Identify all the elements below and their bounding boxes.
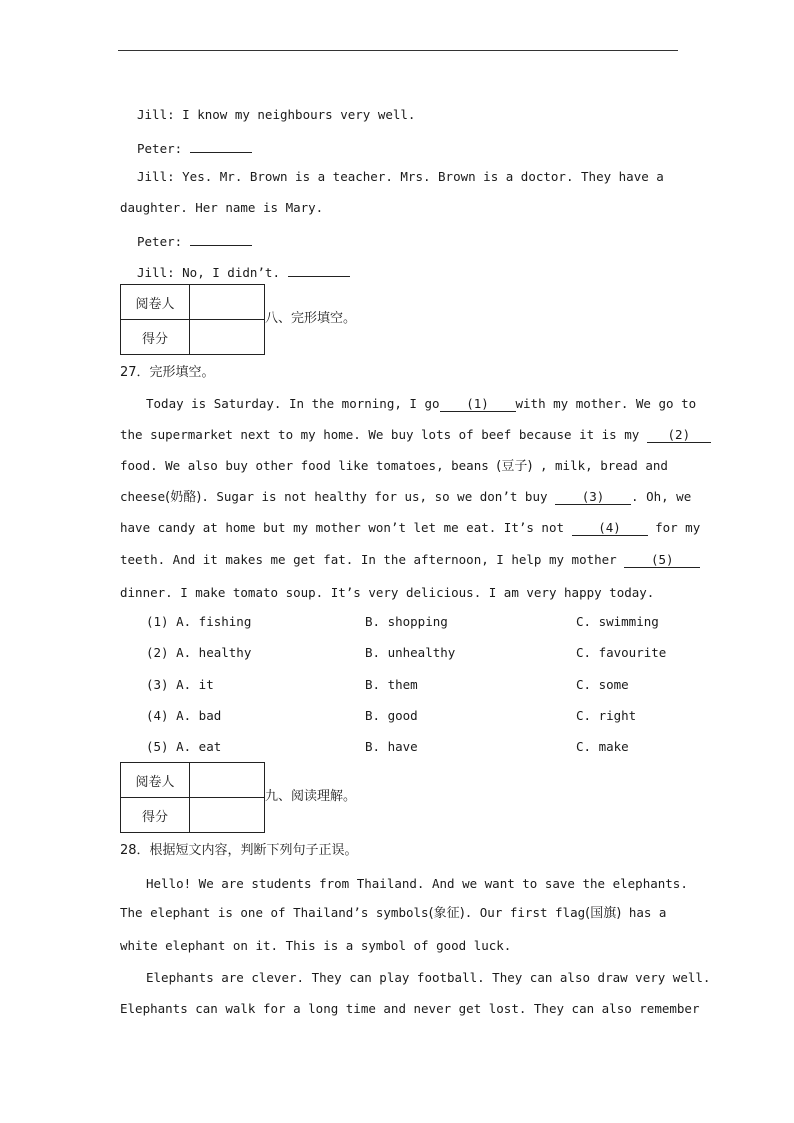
question-28-title: 28．根据短文内容，判断下列句子正误。	[120, 843, 358, 858]
passage-text: cheese	[120, 489, 166, 504]
dialogue-line-4: daughter. Her name is Mary.	[120, 200, 324, 215]
question-27-title: 27．完形填空。	[120, 365, 215, 380]
cloze-line-7: dinner. I make tomato soup. It’s very delicious. I am very happy today.	[120, 585, 655, 600]
reviewer-cell[interactable]	[190, 763, 265, 798]
reviewer-cell[interactable]	[190, 285, 265, 320]
passage-text: . Sugar is not healthy for us, so we don’t buy	[201, 489, 548, 504]
option-3c[interactable]: C. some	[576, 677, 629, 692]
gloss-symbols: (象征)	[428, 906, 465, 921]
dialogue-line-3: Jill: Yes. Mr. Brown is a teacher. Mrs. Brown is a doctor. They have a	[137, 169, 664, 184]
gloss-flag: (国旗)	[585, 906, 622, 921]
passage-text: for my	[655, 520, 701, 535]
blank-3[interactable]: (3)	[555, 490, 631, 505]
passage-text: , milk, bread and	[539, 458, 668, 473]
passage-text: have candy at home but my mother won’t let me eat. It’s not	[120, 520, 565, 535]
option-3a[interactable]: (3) A. it	[146, 677, 214, 692]
cloze-line-1	[146, 396, 696, 412]
passage-text: . Our first flag	[464, 905, 586, 920]
option-1b[interactable]: B. shopping	[365, 614, 448, 629]
option-2a[interactable]: (2) A. healthy	[146, 645, 252, 660]
answer-blank[interactable]	[288, 262, 350, 277]
score-table	[120, 762, 265, 833]
passage-text: Today is Saturday. In the morning, I go	[146, 396, 440, 411]
option-2b[interactable]: B. unhealthy	[365, 645, 456, 660]
dialogue-line-2	[137, 138, 252, 157]
blank-1[interactable]: (1)	[440, 397, 516, 412]
dialogue-line-6	[137, 262, 350, 281]
option-2c[interactable]: C. favourite	[576, 645, 667, 660]
option-1c[interactable]: C. swimming	[576, 614, 659, 629]
reading-line-1: Hello! We are students from Thailand. And we want to save the elephants.	[146, 876, 688, 891]
passage-text: . Oh, we	[631, 489, 692, 504]
cloze-line-6	[120, 552, 700, 568]
option-1a[interactable]: (1) A. fishing	[146, 614, 252, 629]
cloze-line-2	[120, 427, 711, 443]
option-5a[interactable]: (5) A. eat	[146, 739, 222, 754]
option-5b[interactable]: B. have	[365, 739, 418, 754]
speaker-peter: Peter:	[137, 234, 183, 249]
blank-5[interactable]: (5)	[624, 553, 700, 568]
dialogue-text: Jill: No, I didn’t.	[137, 265, 280, 280]
passage-text: teeth. And it makes me get fat. In the afternoon, I help my mother	[120, 552, 617, 567]
speaker-peter: Peter:	[137, 141, 183, 156]
reading-line-5: Elephants can walk for a long time and never get lost. They can also remember	[120, 1001, 700, 1016]
passage-text: food. We also buy other food like tomatoes, beans	[120, 458, 489, 473]
gloss-cheese: (奶酪)	[165, 490, 202, 505]
passage-text: has a	[621, 905, 667, 920]
answer-blank[interactable]	[190, 231, 252, 246]
score-cell[interactable]	[190, 798, 265, 833]
passage-text: The elephant is one of Thailand’s symbols	[120, 905, 429, 920]
option-4b[interactable]: B. good	[365, 708, 418, 723]
score-label: 得分	[121, 320, 190, 355]
cloze-line-5	[120, 520, 700, 536]
passage-text: the supermarket next to my home. We buy lots of beef because it is my	[120, 427, 640, 442]
option-3b[interactable]: B. them	[365, 677, 418, 692]
option-4a[interactable]: (4) A. bad	[146, 708, 222, 723]
option-5c[interactable]: C. make	[576, 739, 629, 754]
score-table	[120, 284, 265, 355]
cloze-line-3	[120, 458, 668, 475]
gloss-beans: (豆子)	[496, 459, 533, 474]
dialogue-line-5	[137, 231, 252, 250]
section-9-title: 九、阅读理解。	[265, 789, 357, 804]
reading-line-4: Elephants are clever. They can play football. They can also draw very well.	[146, 970, 711, 985]
blank-4[interactable]: (4)	[572, 521, 648, 536]
header-rule	[118, 50, 678, 51]
passage-text: with my mother. We go to	[515, 396, 697, 411]
score-cell[interactable]	[190, 320, 265, 355]
dialogue-line-1: Jill: I know my neighbours very well.	[137, 107, 416, 122]
cloze-line-4	[120, 489, 691, 506]
reviewer-label: 阅卷人	[121, 285, 190, 320]
reading-line-2	[120, 905, 666, 922]
reviewer-label: 阅卷人	[121, 763, 190, 798]
option-4c[interactable]: C. right	[576, 708, 637, 723]
blank-2[interactable]: (2)	[647, 428, 711, 443]
answer-blank[interactable]	[190, 138, 252, 153]
reading-line-3: white elephant on it. This is a symbol of good luck.	[120, 938, 512, 953]
score-label: 得分	[121, 798, 190, 833]
section-8-title: 八、完形填空。	[265, 311, 357, 326]
